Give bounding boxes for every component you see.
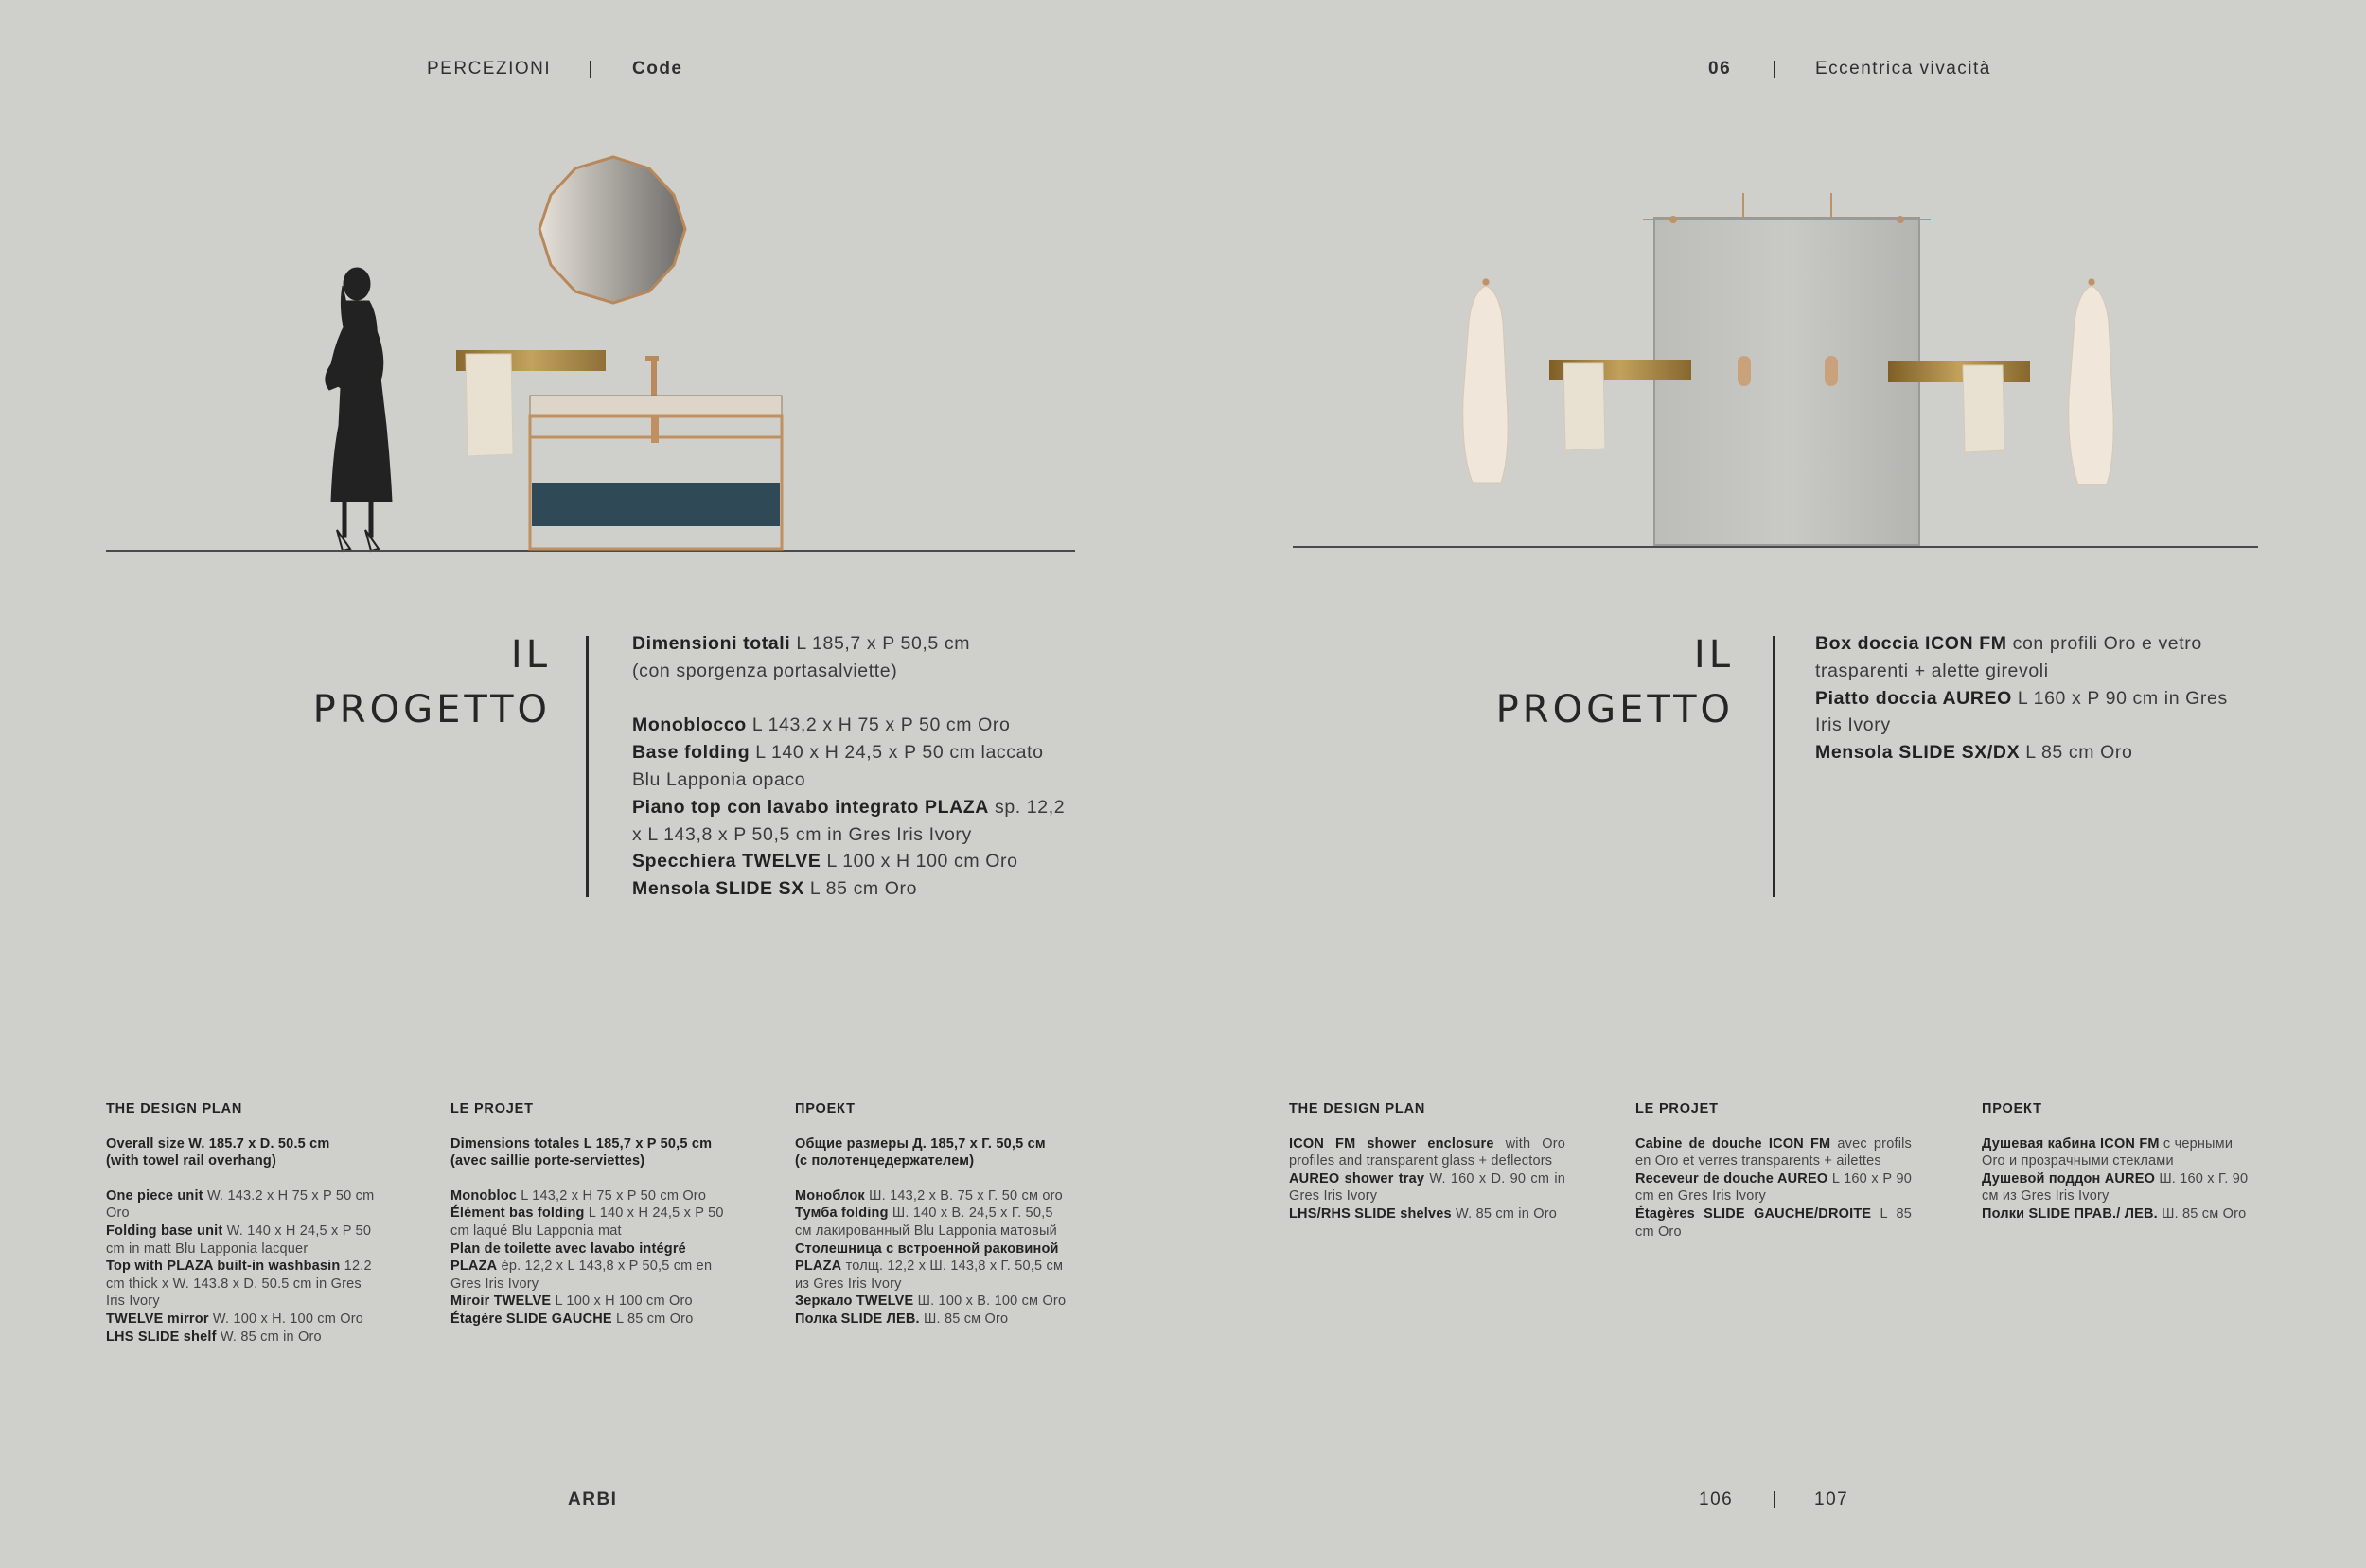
page-number-right: 107 [1814,1489,1849,1509]
right-ru-block: ПРОЕКТ Душевая кабина ICON FM с черными Oro и прозрачными стеклами Душевой поддон AUREO Ш. 160 x Г. 90 см из Gres Iris Ivory Полки SLIDE ПРАВ./ ЛЕВ. Ш. 85 см Oro [1982,1101,2249,1222]
footer-brand: ARBI [568,1489,618,1509]
title-divider [586,636,589,897]
shower-enclosure [1654,218,1919,545]
shower-illustration [1287,180,2271,558]
header-section: PERCEZIONI [427,59,552,79]
header-divider [590,61,592,78]
header-chapter-title: Eccentrica vivacità [1815,59,1991,79]
header-collection: Code [632,59,683,79]
shelf-right [1888,361,2030,382]
mirror [539,157,685,303]
left-title: IL PROGETTO [312,633,551,731]
robe-right [2069,278,2113,484]
robe-left [1463,278,1508,483]
faucet [651,356,657,396]
right-fr-block: LE PROJET Cabine de douche ICON FM avec profils en Oro et verres transparents + ailettes Receveur de douche AUREO L 160 x P 90 cm en Gres Iris Ivory Étagères SLIDE GAUCHE/DROITE L 85 cm Oro [1635,1101,1913,1240]
title-divider [1773,636,1775,897]
footer-divider [1774,1491,1775,1508]
right-en-block: THE DESIGN PLAN ICON FM shower enclosure with Oro profiles and transparent glass + deflectors AUREO shower tray W. 160 x D. 90 cm in Gres Iris Ivory LHS/RHS SLIDE shelves W. 85 cm in Oro [1289,1101,1566,1222]
vanity-illustration [95,142,1088,596]
left-spec-list: Dimensioni totali L 185,7 x P 50,5 cm (con sporgenza portasalviette) Monoblocco L 143,2 x H 75 x P 50 cm Oro Base folding L 140 x H 24,5 x P 50 cm laccato Blu Lapponia opaco Piano top con lavabo integrato PLAZA sp. 12,2 x L 143,8 x P 50,5 cm in Gres Iris Ivory Specchiera TWELVE L 100 x H 100 cm Oro Mensola SLIDE SX L 85 cm Oro [632,633,1066,900]
towel [466,354,513,456]
washbasin-top [530,396,782,416]
person-figure [326,268,392,551]
left-en-block: THE DESIGN PLAN Overall size W. 185.7 x D. 50.5 cm (with towel rail overhang) One piece unit W. 143.2 x H 75 x P 50 cm Oro Folding base unit W. 140 x H 24,5 x P 50 cm in matt Blu Lapponia lacquer Top with PLAZA built-in washbasin 12.2 cm thick x W. 143.8 x D. 50.5 cm in Gres Iris Ivory TWELVE mirror W. 100 x H. 100 cm Oro LHS SLIDE shelf W. 85 cm in Oro [106,1101,375,1345]
blue-base [532,483,780,526]
right-title: IL PROGETTO [1495,633,1734,731]
right-spec-list: Box doccia ICON FM con profili Oro e vetro trasparenti + alette girevoli Piatto doccia AUREO L 160 x P 90 cm in Gres Iris Ivory Mensola SLIDE SX/DX L 85 cm Oro [1815,633,2228,764]
header-divider [1774,61,1775,78]
page-number-left: 106 [1699,1489,1734,1509]
left-ru-block: ПРОЕКТ Общие размеры Д. 185,7 x Г. 50,5 см (с полотенцедержателем) Моноблок Ш. 143,2 x В. 75 x Г. 50 см oro Тумба folding Ш. 140 x В. 24,5 x Г. 50,5 см лакированный Blu Lapponia матовый Столешница с встроенной раковиной PLAZA толщ. 12,2 x Ш. 143,8 x Г. 50,5 см из Gres Iris Ivory Зеркало TWELVE Ш. 100 x В. 100 см Oro Полка SLIDE ЛЕВ. Ш. 85 см Oro [795,1101,1067,1327]
header-number: 06 [1708,59,1732,79]
left-fr-block: LE PROJET Dimensions totales L 185,7 x P 50,5 cm (avec saillie porte-serviettes) Monobloc L 143,2 x H 75 x P 50 cm Oro Élément bas folding L 140 x H 24,5 x P 50 cm laqué Blu Lapponia mat Plan de toilette avec lavabo intégré PLAZA ép. 12,2 x L 143,8 x P 50,5 cm en Gres Iris Ivory Miroir TWELVE L 100 x H 100 cm Oro Étagère SLIDE GAUCHE L 85 cm Oro [450,1101,724,1327]
